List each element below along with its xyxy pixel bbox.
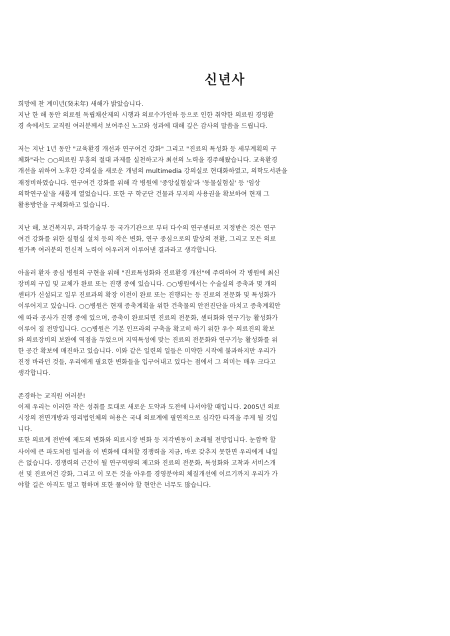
text-line: 이루어지고 있습니다. ○○병원은 현재 증축계획을 위한 건축물의 안전진단을 마치고 증축계획안: [18, 303, 281, 311]
text-line: 재정비하였습니다. 연구여건 강화를 위해 각 병원에 '중앙실험실'과 '동물실험실' 등 '임상: [18, 179, 261, 187]
paragraph: [18, 223, 423, 256]
text-line: 에 따라 공사가 진행 중에 있으며, 증축이 완료되면 진료의 전문화, 센터화와 연구기능 활성화가: [18, 314, 278, 322]
paragraph: [18, 268, 423, 379]
text-line: 지난 한 해 동안 의료원 독립채산제의 시행과 의료수가인하 등으로 인한 취약한 의료원 경영환: [18, 112, 274, 120]
text-line: 센터가 신설되고 일부 진료과의 확장 이전이 완료 또는 진행되는 등 진료의 전문화 및 특성화가: [18, 292, 276, 300]
text-line: 진정 바라던 것들, 우리에게 필요한 변화들을 입구어내고 있다는 점에서 그 의미는 매우 크다고: [18, 358, 276, 366]
text-line: 희망에 찬 계미년(癸未年) 새해가 밝았습니다.: [18, 101, 144, 108]
text-line: 여건 강화를 위한 실험실 설치 등의 작은 변화, 연구 중심으로의 발상의 전환, 그리고 모든 의료: [18, 235, 276, 243]
text-line: 의학연구실'을 새롭게 열었습니다. 또한 구 학군단 건물과 부지의 사용권을 확보하여 현재 그: [18, 190, 270, 198]
text-line: 한 공간 확보에 매진하고 있습니다. 이와 같은 일련의 일들은 미약한 시작에 불과하지만 우리가: [18, 347, 276, 355]
text-line: 장비의 구입 및 교체가 완료 또는 진행 중에 있습니다. ○○병원에서는 수술실의 증축과 몇 개의: [18, 281, 277, 289]
text-line: 지난 해, 보건복지부, 과학기술부 등 국가기관으로 부터 다수의 연구센터로 지정받은 것은 연구: [18, 224, 276, 232]
text-line: 활용방안을 구체화하고 있습니다.: [18, 201, 110, 209]
text-line: 저는 지난 1년 동안 "교육환경 개선과 연구여건 강화" 그리고 "진료의 특성화 등 세부계획의 구: [18, 146, 277, 154]
text-line: 야할 길은 아직도 멀고 험하며 또한 풀어야 할 현안은 너무도 많습니다.: [18, 481, 211, 489]
document-body: [18, 99, 423, 491]
text-line: 존경하는 교직원 여러분!: [18, 393, 86, 401]
text-line: 개선을 위하여 노후한 강의실을 새로운 개념의 multimedia 강의실로 현대화하였고, 의학도서관을: [18, 168, 288, 176]
text-line: 생각합니다.: [18, 369, 51, 377]
page-title: 신년사: [204, 73, 246, 88]
text-line: 이제 우리는 이러한 작은 성취를 토대로 새로운 도약과 도전에 나서야할 때입니다. 2005년 의료: [18, 404, 280, 412]
text-line: 또한 의료계 전반에 제도의 변화와 의료시장 변화 등 지각변동이 초래될 전망입니다. 눈깜짝 할: [18, 437, 276, 445]
paragraph: [18, 99, 423, 132]
text-line: 경 속에서도 교직원 여러분께서 보여주신 노고와 성과에 대해 깊은 감사의 말씀을 드립니다.: [18, 123, 268, 131]
text-line: 원가족 여러분의 헌신적 노력이 어우러져 이루어낸 결과라고 생각합니다.: [18, 247, 217, 255]
text-line: 아울러 환자 중심 병원의 구현을 위해 "진료특성화와 진료환경 개선"에 주력하여 각 병원에 최신: [18, 270, 280, 278]
text-line: 시장의 전면개방과 영리법인체의 허용은 국내 의료계에 필연적으로 심각한 타격을 주게 될 것입: [18, 415, 278, 423]
text-line: 은 없습니다. 경쟁력의 근간이 될 연구역량의 제고와 진료의 전문화, 특성화와 고착과 서비스개: [18, 459, 276, 467]
text-line: 이루어 질 전망입니다. ○○병원은 기본 인프라의 구축을 확고히 하기 위한 우수 의료진의 확보: [18, 325, 275, 333]
text-line: 체화"라는 ○○의료원 부흥의 절대 과제를 실천하고자 최선의 노력을 경주해왔습니다. 교육환경: [18, 157, 278, 165]
paragraph: [18, 391, 423, 491]
text-line: 사이에 큰 파도처럼 밀려올 이 변화에 대처할 경쟁력을 지금, 바로 갖추지 못한면 우리에게 내일: [18, 448, 278, 456]
text-line: 선 및 진료여건 강화, 그리고 이 모든 것을 아우를 경영분야의 체질개선에 이르기까지 우리가 가: [18, 470, 278, 478]
paragraph: [18, 144, 423, 211]
text-line: 니다.: [18, 426, 33, 434]
text-line: 와 의료장비의 보완에 역점을 두었으며 지역특성에 맞는 진료의 전문화와 연구기능 활성화를 위: [18, 336, 278, 344]
